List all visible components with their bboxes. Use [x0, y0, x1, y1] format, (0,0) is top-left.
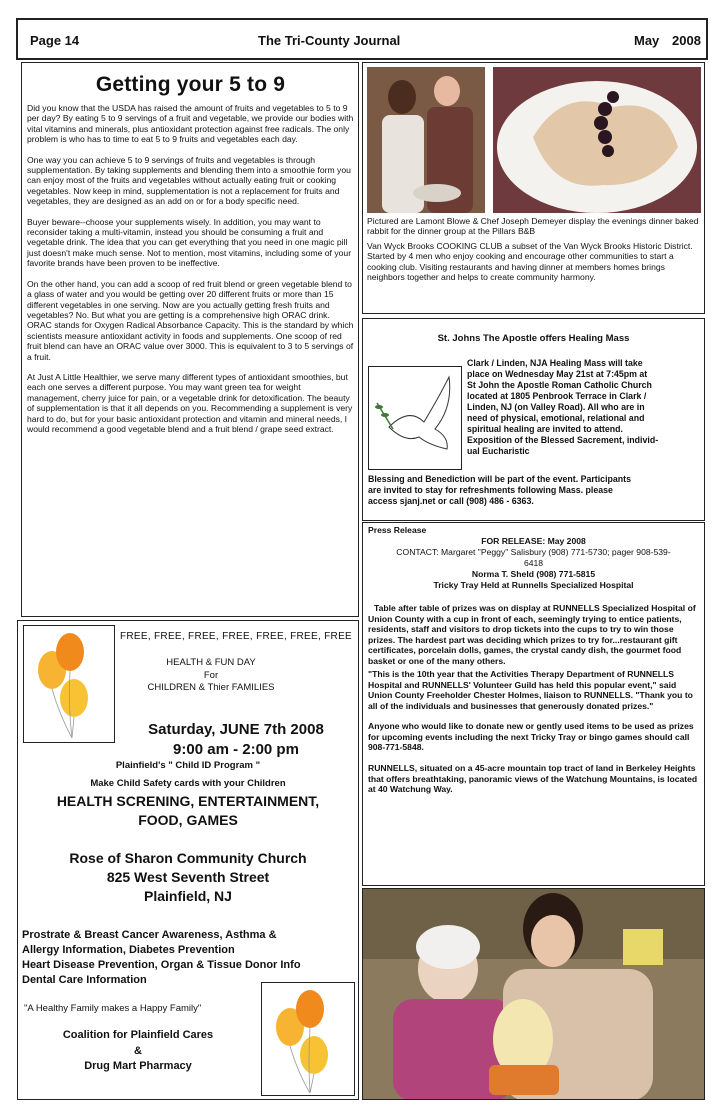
- mass-details: [467, 358, 703, 457]
- page-number: Page 14: [30, 33, 80, 48]
- mass-line: ual Eucharistic: [467, 446, 530, 456]
- health-fun-day-ad: [17, 620, 359, 1100]
- event-name: HEALTH & FUN DAY: [166, 657, 256, 668]
- balloons-icon: [262, 983, 354, 1095]
- topic-line: Heart Disease Prevention, Organ & Tissue Donor Info: [22, 959, 301, 971]
- mass-line: Linden, NJ (on Valley Road). All who are in: [467, 402, 645, 412]
- mass-line: are invited to stay for refreshments following Mass. please: [368, 485, 613, 495]
- event-audience: CHILDREN & Thier FAMILIES: [147, 682, 275, 693]
- services-line: FOOD, GAMES: [138, 812, 238, 828]
- sponsor: Drug Mart Pharmacy: [84, 1060, 192, 1072]
- rabbit-dish-photo: [493, 67, 701, 213]
- article-fruits-vegetables: [21, 62, 359, 617]
- balloons-bottom: [261, 982, 355, 1096]
- health-topics: [22, 928, 356, 988]
- rabbit-dish-drawing: [493, 67, 701, 213]
- event-for: For: [203, 670, 219, 681]
- mass-line: located at 1805 Penbrook Terrace in Clark /: [467, 391, 647, 401]
- sponsor: Coalition for Plainfield Cares: [62, 1029, 214, 1041]
- mass-line: Blessing and Benediction will be part of the event. Participants: [368, 474, 631, 484]
- healing-mass-box: [362, 318, 705, 521]
- article-paragraph: One way you can achieve 5 to 9 servings of fruits and vegetables is through supplementation. By taking supplements and blending them into a smoothie form you can enjoy most of the fruits and vegetables without actually eating fruit or cooking vegetables. Now keep in mind, supplementation is not a replacement for fruits and vegetables, they are designed as an add on or for a body specific need.: [27, 154, 351, 207]
- child-id-program: Plainfield's " Child ID Program ": [115, 760, 261, 771]
- tricky-tray-photo: [362, 888, 705, 1100]
- topic-line: Prostrate & Breast Cancer Awareness, Asthma &: [22, 929, 277, 941]
- balloons-icon: [24, 626, 114, 742]
- press-headline: Tricky Tray Held at Runnells Specialized Hospital: [433, 580, 634, 590]
- press-paragraph: "This is the 10th year that the Activities Therapy Department of RUNNELLS Hospital and RUNNELLS' Volunteer Guild has held this popular event," said Union County Freeholder Chester Holmes, liaison to RUNNELLS. "Thank you to all of the individuals and businesses that generously donated prizes.": [368, 669, 693, 711]
- page-header: [16, 18, 708, 60]
- topic-line: Dental Care Information: [22, 974, 147, 986]
- free-line: FREE, FREE, FREE, FREE, FREE, FREE, FREE: [119, 631, 353, 642]
- mass-title: St. Johns The Apostle offers Healing Mass: [437, 333, 630, 344]
- church-city: Plainfield, NJ: [144, 888, 232, 904]
- mass-line: need of physical, emotional, relational and: [467, 413, 645, 423]
- topic-line: Allergy Information, Diabetes Prevention: [22, 944, 235, 956]
- church-street: 825 West Seventh Street: [106, 869, 270, 885]
- press-release-box: [362, 522, 705, 886]
- article-paragraph: Buyer beware--choose your supplements wisely. In addition, you may want to reconsider taking a multi-vitamin, instead you should be consuming a fruit and vegetable drink. The idea that you can get everything that you need in one magic pill just doesn't make much sense. Not to mention, most vitamins, including some of your favorite brands have been proven to be ineffective.: [27, 216, 352, 269]
- services-line: HEALTH SCRENING, ENTERTAINMENT,: [56, 793, 320, 809]
- child-safety-cards: Make Child Safety cards with your Children: [90, 778, 286, 789]
- photo-caption: Pictured are Lamont Blowe & Chef Joseph Demeyer display the evenings dinner baked rabbit for the dinner group at the Pillars B&B: [367, 216, 699, 237]
- mass-details-full: [368, 474, 704, 507]
- press-paragraph: Table after table of prizes was on display at RUNNELLS Specialized Hospital of Union County with a cup in front of each, seemingly trying to entice patients, residents, staff and visitors to drop tickets into the cups to try to win those prizes. The hardest part was deciding which prizes to try for...restaurant gift certificates, porcelain dolls, games, the crystal candy dish, the gourmet food basket or one of the many others.: [368, 603, 696, 666]
- event-date: Saturday, JUNE 7th 2008: [148, 721, 324, 738]
- mass-line: spiritual healing are invited to attend.: [467, 424, 623, 434]
- dove-icon: [369, 367, 461, 469]
- article-paragraph: At Just A Little Healthier, we serve many different types of antioxidant smoothies, but each one serves a different purpose. You may want green tea for weight management, cherry juice for pain, or a vegetable drink for detoxification. The beauty of supplementation is that it all depends on you. Recommending a supplement is very hard to do, but for your basic antioxidant protection and vitamin and mineral needs, I would recommend a good vegetable blend and a fruit blend / grape seed extract.: [27, 371, 353, 434]
- sponsor-ampersand: &: [134, 1045, 142, 1057]
- mass-line: place on Wednesday May 21st at 7:45pm at: [467, 369, 648, 379]
- press-paragraph: Anyone who would like to donate new or gently used items to be used as prizes for upcoming events including the next Tricky Tray or bingo games should call 908-771-5848.: [368, 721, 694, 753]
- press-label: Press Release: [368, 525, 427, 535]
- article-paragraph: On the other hand, you can add a scoop of red fruit blend or green vegetable blend to a glass of water and you would be getting over 20 different fruits or more than 15 different vegetables in one serving. Now are you actually getting fresh fruits and vegetables? No. But what you are getting is a comprehensive high ORAC drink. ORAC stands for Oxygen Radical Absorbance Capacity. This is the standard by which scientists measure antioxidant activity in foods and supplements. One scoop of red fruit blend can have an ORAC value over 3000. This is equivalent to 3 to 5 servings of a fruit.: [27, 278, 354, 362]
- issue-year: 2008: [672, 33, 701, 48]
- church-name: Rose of Sharon Community Church: [69, 850, 307, 866]
- chefs-photo: [367, 67, 485, 213]
- mass-line: Exposition of the Blessed Sacrement, individ-: [467, 435, 659, 445]
- cooking-club-box: [362, 62, 705, 314]
- article-title: Getting your 5 to 9: [95, 73, 286, 96]
- mass-line: Clark / Linden, NJA Healing Mass will take: [467, 358, 643, 368]
- cooking-club-text: Van Wyck Brooks COOKING CLUB a subset of the Van Wyck Brooks Historic District. Started by 4 men who enjoy cooking and encourage other communities to start a cooking club. Visiting restaurants and having dinner at members homes brings neighbors together and helps to create community harmony.: [367, 241, 693, 283]
- mass-line: access sjanj.net or call (908) 486 - 6363.: [368, 496, 534, 506]
- event-time: 9:00 am - 2:00 pm: [173, 741, 299, 758]
- issue-month: May: [634, 33, 660, 48]
- slogan: "A Healthy Family makes a Happy Family": [24, 1003, 202, 1014]
- dove-illustration: [368, 366, 462, 470]
- tricky-tray-drawing: [363, 889, 705, 1100]
- contact-line: 6418: [523, 558, 544, 568]
- contact-line: CONTACT: Margaret "Peggy" Salisbury (908) 771-5730; pager 908-539-: [396, 547, 671, 557]
- mass-line: St John the Apostle Roman Catholic Church: [467, 380, 652, 390]
- release-date: FOR RELEASE: May 2008: [481, 536, 586, 546]
- article-paragraph: Did you know that the USDA has raised the amount of fruits and vegetables to 5 to 9 per day? By eating 5 to 9 servings of a fruit and vegetable, we provide our bodies with vital vitamins and minerals, plus antioxidant protection against free radicals. The only problem is who has to time to eat 5 to 9 fruits and vegetables each day.: [27, 103, 354, 145]
- balloons-top: [23, 625, 115, 743]
- chefs-photo-drawing: [367, 67, 485, 213]
- press-paragraph: RUNNELLS, situated on a 45-acre mountain top tract of land in Berkeley Heights that offers breathtaking, panoramic views of the Watchung Mountains, is located at 40 Watchung Way.: [368, 763, 698, 795]
- contact-line: Norma T. Sheld (908) 771-5815: [471, 569, 596, 579]
- journal-name: The Tri-County Journal: [258, 33, 401, 48]
